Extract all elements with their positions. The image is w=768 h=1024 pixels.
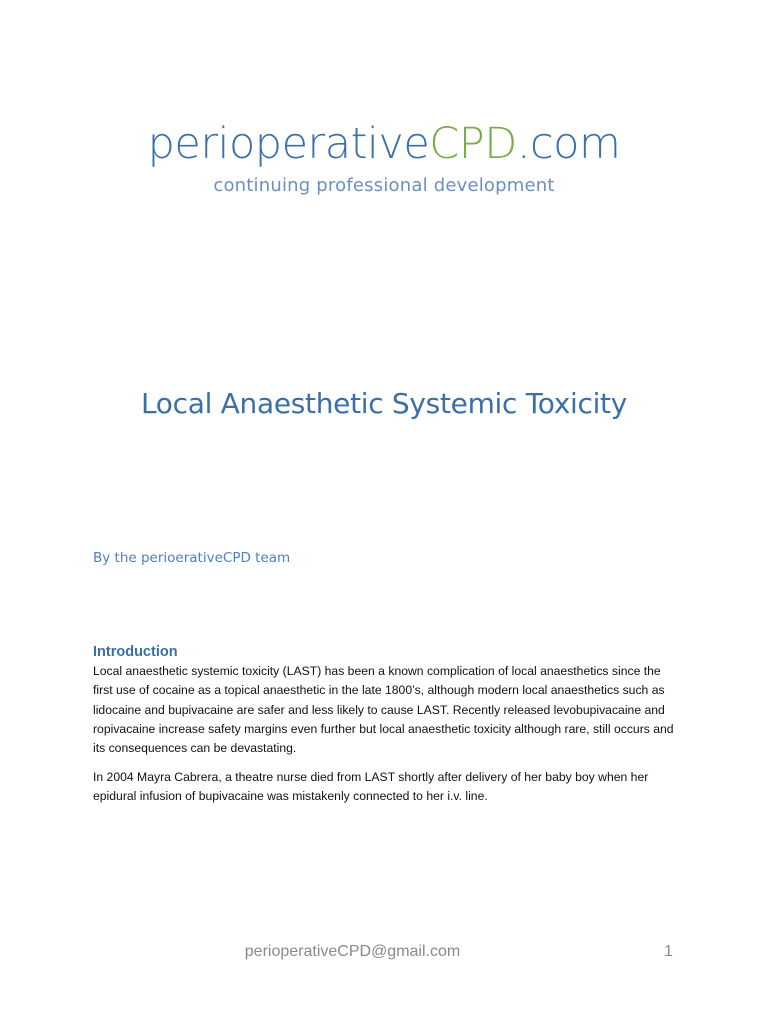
body-paragraph: Local anaesthetic systemic toxicity (LAST) has been a known complication of local anaesthetics since the first use of cocaine as a topical anaesthetic in the late 1800’s, although modern local anaesthetics such as lidocaine and bupivacaine are safer and less likely to cause LAST. Recently released levobupivacaine and ropivacaine increase safety margins even further but local anaesthetic toxicity although rare, still occurs and its consequences can be devastating. [93, 664, 674, 756]
document-title: Local Anaesthetic Systemic Toxicity [140, 387, 628, 420]
body-paragraph: In 2004 Mayra Cabrera, a theatre nurse died from LAST shortly after delivery of her baby boy when her epidural infusion of bupivacaine was mistakenly connected to her i.v. line. [93, 770, 649, 804]
site-tagline: continuing professional development [213, 175, 555, 196]
logo-accent: CPD [429, 119, 517, 169]
footer-email: perioperativeCPD@gmail.com [244, 943, 461, 960]
document-byline: By the perioerativeCPD team [93, 550, 291, 566]
logo-prefix: perioperative [147, 119, 430, 169]
site-logo [0, 118, 768, 170]
section-heading-introduction: Introduction [93, 644, 178, 660]
logo-suffix: .com [516, 119, 621, 169]
page-number: 1 [664, 943, 673, 960]
